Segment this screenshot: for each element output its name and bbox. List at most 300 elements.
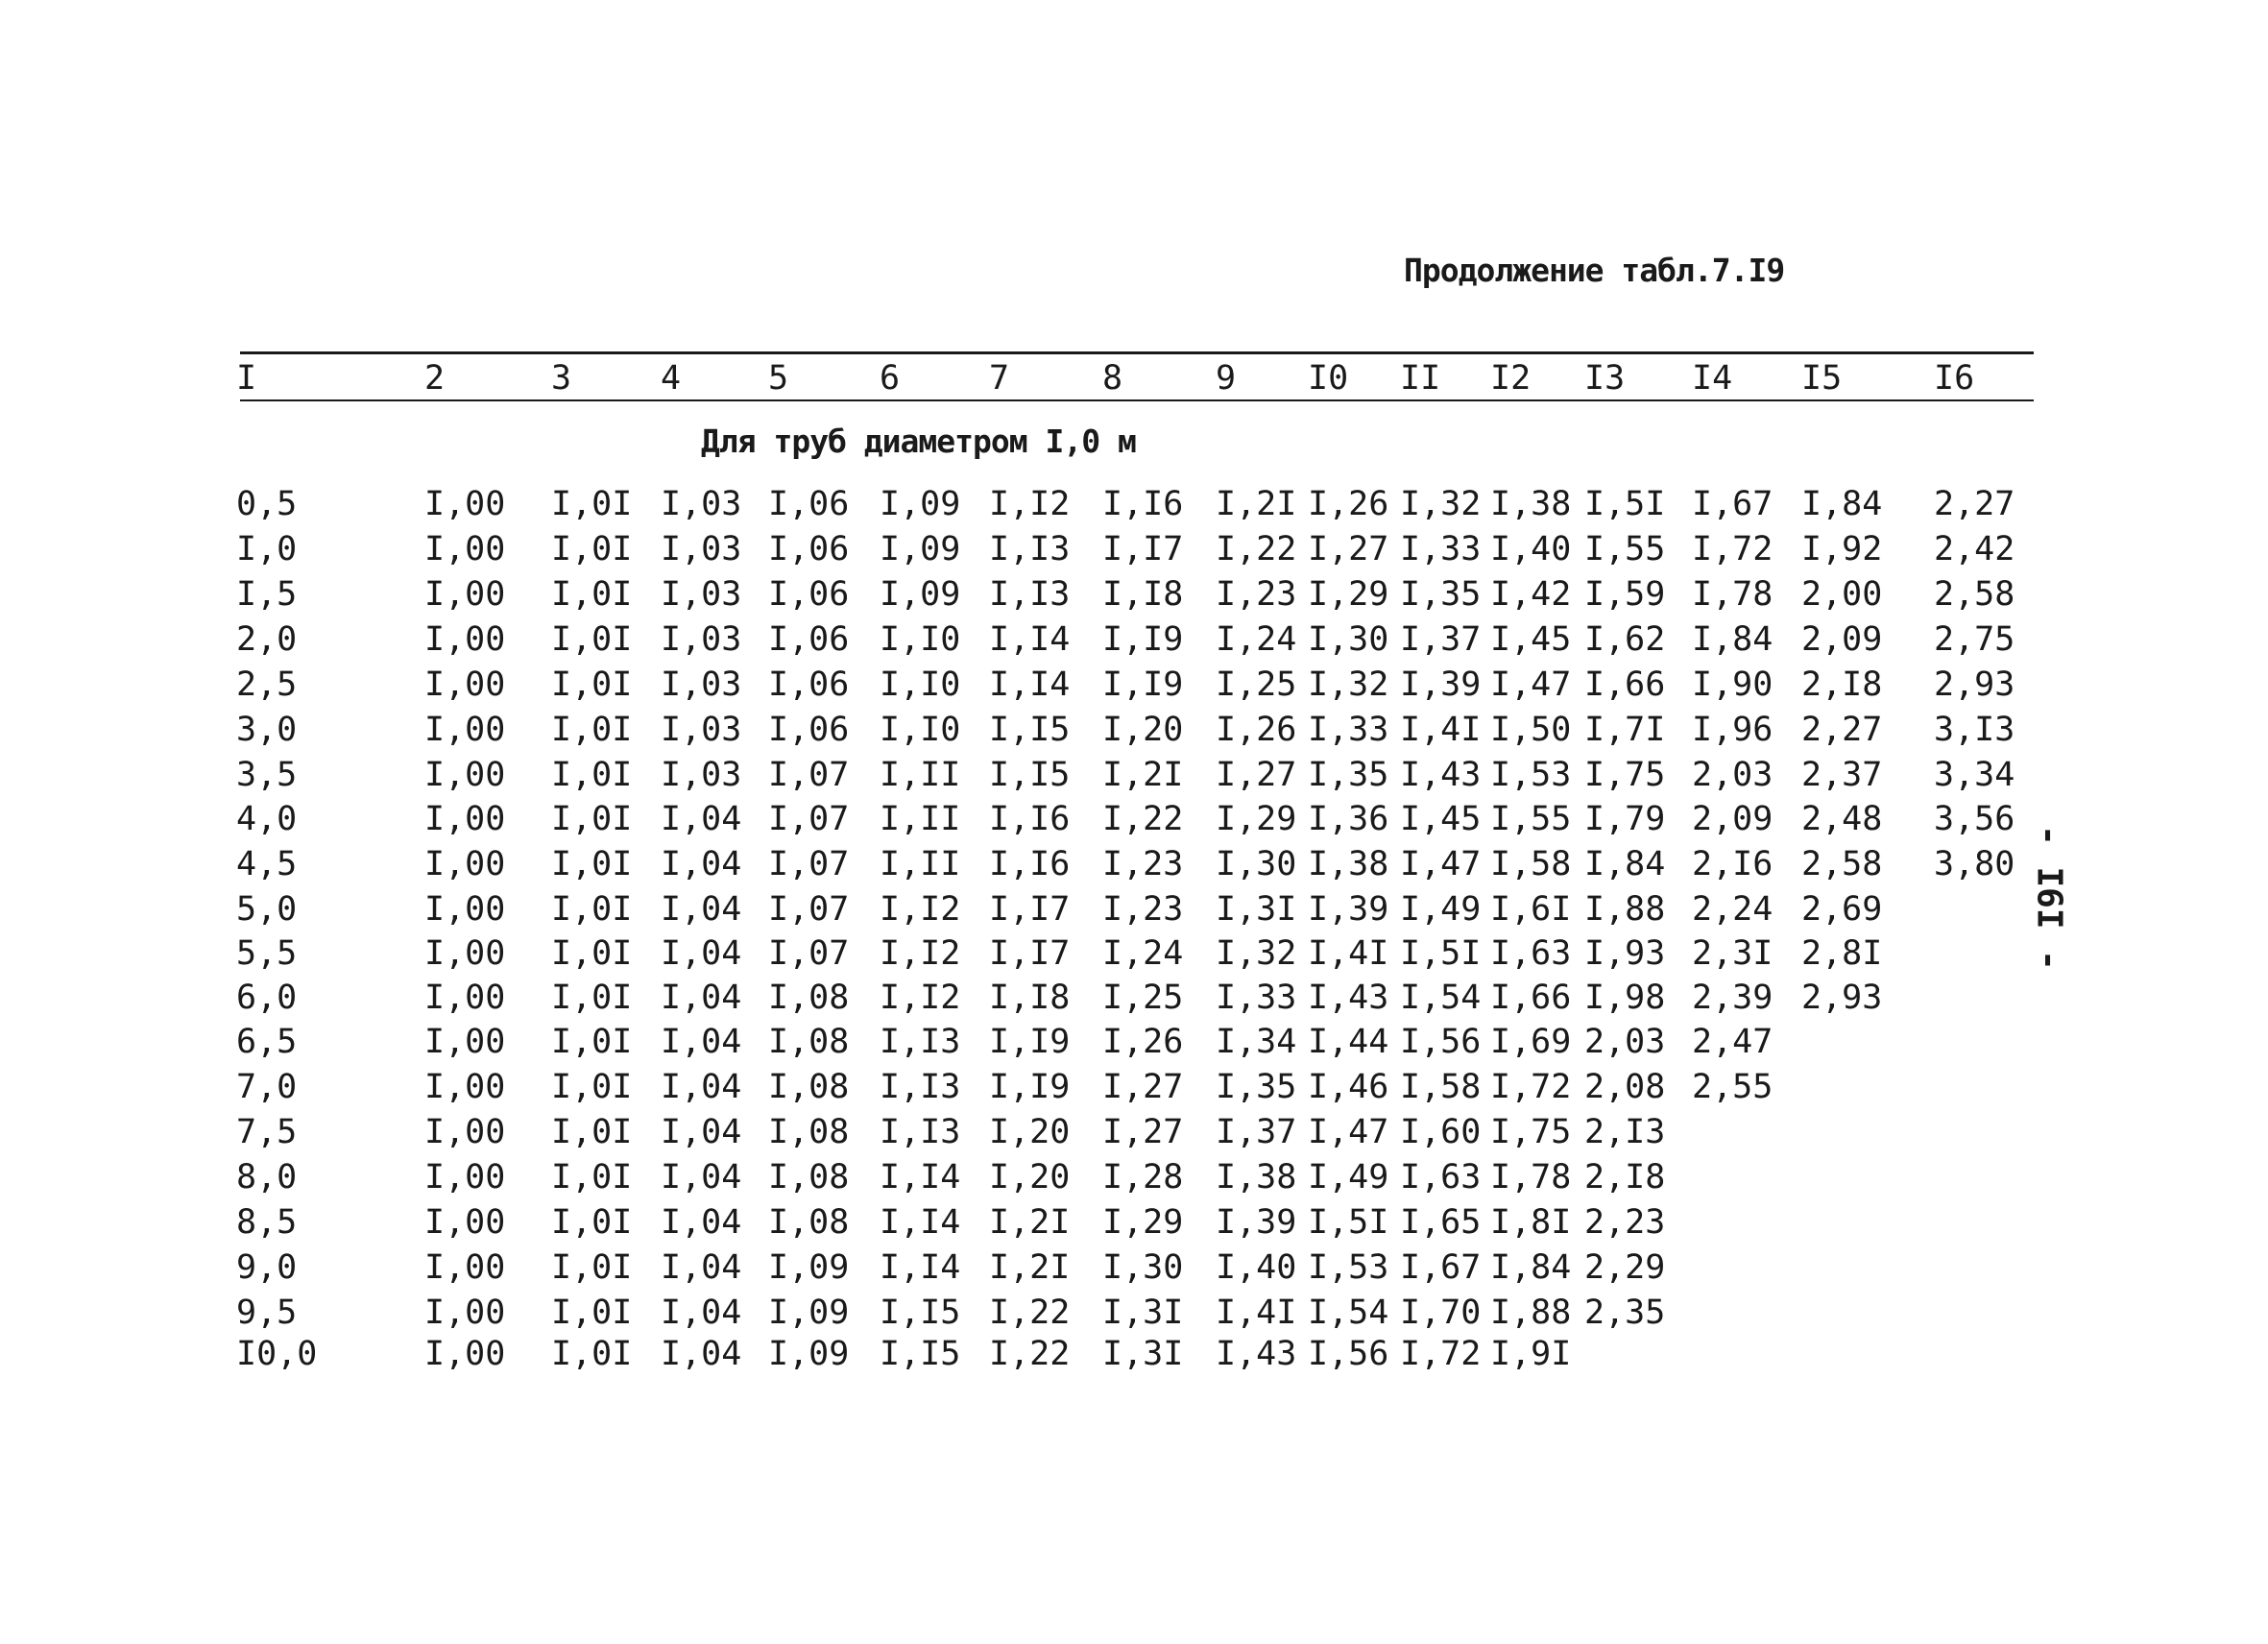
row-label: I0,0 (236, 1335, 318, 1373)
row-label: 2,0 (236, 620, 298, 659)
row-label: 5,5 (236, 934, 298, 973)
table-cell: I,59 (1584, 575, 1666, 614)
table-cell: I,50 (1490, 711, 1572, 749)
table-cell: I,03 (661, 530, 742, 568)
table-cell: I,0I (551, 934, 633, 973)
column-header: 3 (551, 359, 572, 398)
table-cell: I,72 (1490, 1068, 1572, 1106)
table-cell: 2,93 (1934, 665, 2015, 704)
column-header: II (1400, 359, 1441, 398)
row-label: 6,5 (236, 1023, 298, 1061)
table-cell: I,09 (880, 575, 961, 614)
table-cell: I,3I (1102, 1293, 1184, 1332)
table-cell: I,I3 (880, 1068, 961, 1106)
table-cell: 2,39 (1692, 979, 1773, 1017)
row-label: 4,5 (236, 845, 298, 883)
table-cell: 2,69 (1801, 890, 1883, 929)
table-cell: I,23 (1102, 890, 1184, 929)
table-cell: I,88 (1584, 890, 1666, 929)
table-cell: I,0I (551, 1335, 633, 1373)
table-cell: I,58 (1400, 1068, 1482, 1106)
table-cell: 2,03 (1584, 1023, 1666, 1061)
table-cell: I,0I (551, 1023, 633, 1061)
table-cell: I,I0 (880, 620, 961, 659)
table-cell: I,66 (1490, 979, 1572, 1017)
table-cell: I,0I (551, 711, 633, 749)
table-cell: I,I6 (989, 845, 1071, 883)
row-label: 8,5 (236, 1203, 298, 1242)
row-label: 0,5 (236, 485, 298, 523)
row-label: 3,0 (236, 711, 298, 749)
table-cell: 2,58 (1801, 845, 1883, 883)
table-cell: I,65 (1400, 1203, 1482, 1242)
column-header: I0 (1308, 359, 1349, 398)
table-cell: 3,80 (1934, 845, 2015, 883)
table-cell: I,29 (1102, 1203, 1184, 1242)
table-cell: 2,23 (1584, 1203, 1666, 1242)
table-cell: I,33 (1216, 979, 1297, 1017)
table-cell: I,II (880, 756, 961, 794)
table-cell: I,I2 (880, 890, 961, 929)
table-cell: I,44 (1308, 1023, 1389, 1061)
table-cell: I,06 (768, 485, 850, 523)
table-cell: I,0I (551, 979, 633, 1017)
table-cell: I,09 (768, 1248, 850, 1287)
table-cell: I,4I (1308, 934, 1389, 973)
table-cell: 3,56 (1934, 800, 2015, 838)
table-cell: I,42 (1490, 575, 1572, 614)
table-cell: I,22 (1216, 530, 1297, 568)
table-cell: I,84 (1584, 845, 1666, 883)
table-cell: I,I3 (989, 575, 1071, 614)
table-cell: I,90 (1692, 665, 1773, 704)
table-cell: 2,03 (1692, 756, 1773, 794)
table-cell: 2,47 (1692, 1023, 1773, 1061)
table-cell: I,00 (424, 979, 506, 1017)
table-cell: 2,24 (1692, 890, 1773, 929)
table-cell: I,04 (661, 979, 742, 1017)
table-cell: I,I6 (989, 800, 1071, 838)
column-header: I5 (1801, 359, 1843, 398)
column-header: I3 (1584, 359, 1626, 398)
table-cell: I,I2 (880, 934, 961, 973)
table-cell: I,00 (424, 800, 506, 838)
row-label: 9,5 (236, 1293, 298, 1332)
table-cell: I,43 (1400, 756, 1482, 794)
table-cell: 2,I3 (1584, 1113, 1666, 1151)
table-cell: I,I5 (880, 1293, 961, 1332)
table-cell: I,I3 (880, 1113, 961, 1151)
table-cell: I,07 (768, 800, 850, 838)
table-cell: I,63 (1400, 1158, 1482, 1197)
table-cell: 2,00 (1801, 575, 1883, 614)
table-cell: I,0I (551, 800, 633, 838)
table-cell: I,04 (661, 1335, 742, 1373)
table-cell: I,5I (1400, 934, 1482, 973)
table-cell: I,I2 (989, 485, 1071, 523)
table-cell: I,I4 (989, 620, 1071, 659)
table-cell: I,54 (1400, 979, 1482, 1017)
table-cell: I,04 (661, 1068, 742, 1106)
table-cell: I,78 (1692, 575, 1773, 614)
table-cell: I,04 (661, 1203, 742, 1242)
table-cell: I,I2 (880, 979, 961, 1017)
table-cell: I,08 (768, 1068, 850, 1106)
table-cell: I,25 (1216, 665, 1297, 704)
table-header-rule (240, 399, 2034, 401)
row-label: I,5 (236, 575, 298, 614)
table-cell: I,63 (1490, 934, 1572, 973)
table-cell: I,00 (424, 620, 506, 659)
table-cell: I,67 (1400, 1248, 1482, 1287)
table-cell: I,5I (1584, 485, 1666, 523)
table-cell: I,I3 (989, 530, 1071, 568)
table-cell: I,00 (424, 530, 506, 568)
table-cell: 2,27 (1801, 711, 1883, 749)
table-cell: I,0I (551, 890, 633, 929)
table-cell: I,03 (661, 711, 742, 749)
table-cell: I,8I (1490, 1203, 1572, 1242)
table-cell: I,55 (1490, 800, 1572, 838)
table-cell: I,36 (1308, 800, 1389, 838)
column-header: 7 (989, 359, 1010, 398)
table-cell: I,I7 (989, 934, 1071, 973)
table-cell: 2,75 (1934, 620, 2015, 659)
table-cell: I,03 (661, 485, 742, 523)
table-cell: I,49 (1308, 1158, 1389, 1197)
table-cell: I,92 (1801, 530, 1883, 568)
table-cell: I,56 (1308, 1335, 1389, 1373)
table-cell: I,I0 (880, 711, 961, 749)
table-cell: 2,27 (1934, 485, 2015, 523)
table-cell: I,45 (1400, 800, 1482, 838)
table-cell: I,09 (880, 485, 961, 523)
table-cell: I,40 (1216, 1248, 1297, 1287)
table-cell: I,00 (424, 1293, 506, 1332)
table-cell: I,2I (989, 1203, 1071, 1242)
table-cell: I,35 (1400, 575, 1482, 614)
row-label: 3,5 (236, 756, 298, 794)
table-cell: I,32 (1400, 485, 1482, 523)
table-cell: I,03 (661, 756, 742, 794)
table-cell: I,22 (989, 1335, 1071, 1373)
table-top-rule (240, 351, 2034, 354)
table-cell: I,09 (768, 1335, 850, 1373)
table-cell: 2,I8 (1801, 665, 1883, 704)
table-cell: I,88 (1490, 1293, 1572, 1332)
table-cell: I,I5 (880, 1335, 961, 1373)
table-cell: I,00 (424, 1068, 506, 1106)
table-cell: I,08 (768, 1158, 850, 1197)
table-cell: I,00 (424, 485, 506, 523)
table-cell: 2,I6 (1692, 845, 1773, 883)
table-cell: I,07 (768, 890, 850, 929)
table-cell: I,60 (1400, 1113, 1482, 1151)
table-cell: I,47 (1490, 665, 1572, 704)
table-cell: I,20 (1102, 711, 1184, 749)
table-cell: I,84 (1490, 1248, 1572, 1287)
table-cell: I,I8 (1102, 575, 1184, 614)
table-subheading: Для труб диаметром I,0 м (701, 423, 1136, 460)
table-cell: I,00 (424, 575, 506, 614)
table-cell: I,27 (1308, 530, 1389, 568)
table-cell: I,30 (1216, 845, 1297, 883)
table-cell: I,I9 (989, 1023, 1071, 1061)
table-cell: I,4I (1400, 711, 1482, 749)
table-cell: I,06 (768, 575, 850, 614)
table-cell: 2,09 (1801, 620, 1883, 659)
page-number (2020, 826, 2078, 970)
table-cell: I,70 (1400, 1293, 1482, 1332)
table-cell: I,72 (1692, 530, 1773, 568)
table-cell: I,47 (1400, 845, 1482, 883)
table-cell: I,00 (424, 1023, 506, 1061)
row-label: 9,0 (236, 1248, 298, 1287)
table-cell: I,07 (768, 845, 850, 883)
column-header: I2 (1490, 359, 1532, 398)
table-cell: 2,I8 (1584, 1158, 1666, 1197)
table-cell: I,00 (424, 1203, 506, 1242)
table-cell: I,0I (551, 575, 633, 614)
table-cell: I,3I (1102, 1335, 1184, 1373)
table-cell: I,46 (1308, 1068, 1389, 1106)
table-cell: I,43 (1308, 979, 1389, 1017)
table-cell: I,69 (1490, 1023, 1572, 1061)
table-cell: I,2I (989, 1248, 1071, 1287)
table-cell: I,45 (1490, 620, 1572, 659)
table-cell: I,06 (768, 530, 850, 568)
table-cell: I,39 (1216, 1203, 1297, 1242)
table-cell: I,53 (1308, 1248, 1389, 1287)
table-cell: I,I6 (1102, 485, 1184, 523)
table-cell: 2,08 (1584, 1068, 1666, 1106)
table-cell: I,24 (1102, 934, 1184, 973)
table-cell: I,25 (1102, 979, 1184, 1017)
table-cell: I,32 (1216, 934, 1297, 973)
table-cell: I,07 (768, 756, 850, 794)
table-cell: I,40 (1490, 530, 1572, 568)
row-label: 8,0 (236, 1158, 298, 1197)
table-cell: 2,09 (1692, 800, 1773, 838)
table-cell: I,84 (1692, 620, 1773, 659)
table-cell: I,5I (1308, 1203, 1389, 1242)
table-cell: I,0I (551, 485, 633, 523)
table-cell: I,04 (661, 1113, 742, 1151)
table-cell: I,06 (768, 665, 850, 704)
table-cell: 2,29 (1584, 1248, 1666, 1287)
table-cell: I,66 (1584, 665, 1666, 704)
table-cell: I,I4 (880, 1158, 961, 1197)
table-cell: I,29 (1308, 575, 1389, 614)
table-cell: I,0I (551, 530, 633, 568)
table-cell: I,35 (1308, 756, 1389, 794)
table-cell: I,0I (551, 845, 633, 883)
table-cell: I,37 (1216, 1113, 1297, 1151)
table-cell: I,03 (661, 620, 742, 659)
table-cell: I,93 (1584, 934, 1666, 973)
table-cell: I,55 (1584, 530, 1666, 568)
column-header: I (236, 359, 257, 398)
table-cell: I,30 (1102, 1248, 1184, 1287)
table-cell: I,96 (1692, 711, 1773, 749)
table-cell: I,23 (1216, 575, 1297, 614)
table-cell: I,00 (424, 1248, 506, 1287)
table-cell: I,75 (1584, 756, 1666, 794)
table-cell: 2,55 (1692, 1068, 1773, 1106)
table-cell: 3,34 (1934, 756, 2015, 794)
table-cell: I,0I (551, 1248, 633, 1287)
table-cell: I,04 (661, 845, 742, 883)
table-cell: I,30 (1308, 620, 1389, 659)
table-cell: I,22 (989, 1293, 1071, 1332)
table-cell: I,53 (1490, 756, 1572, 794)
column-header: 2 (424, 359, 446, 398)
table-cell: I,03 (661, 575, 742, 614)
table-cell: I,56 (1400, 1023, 1482, 1061)
table-cell: I,0I (551, 665, 633, 704)
table-cell: I,II (880, 845, 961, 883)
table-cell: I,27 (1102, 1113, 1184, 1151)
table-cell: I,08 (768, 1023, 850, 1061)
table-cell: I,54 (1308, 1293, 1389, 1332)
table-cell: I,26 (1102, 1023, 1184, 1061)
table-cell: I,22 (1102, 800, 1184, 838)
table-cell: I,00 (424, 934, 506, 973)
table-cell: I,0I (551, 756, 633, 794)
table-cell: I,98 (1584, 979, 1666, 1017)
table-cell: I,I3 (880, 1023, 961, 1061)
table-cell: I,07 (768, 934, 850, 973)
table-cell: I,35 (1216, 1068, 1297, 1106)
table-cell: I,29 (1216, 800, 1297, 838)
table-cell: I,00 (424, 890, 506, 929)
table-cell: I,27 (1102, 1068, 1184, 1106)
table-cell: I,09 (880, 530, 961, 568)
table-cell: I,I7 (989, 890, 1071, 929)
table-cell: I,33 (1308, 711, 1389, 749)
table-cell: I,00 (424, 665, 506, 704)
table-cell: I,34 (1216, 1023, 1297, 1061)
table-cell: I,09 (768, 1293, 850, 1332)
row-label: 4,0 (236, 800, 298, 838)
table-cell: I,38 (1216, 1158, 1297, 1197)
table-cell: I,62 (1584, 620, 1666, 659)
table-cell: I,20 (989, 1113, 1071, 1151)
table-title: Продолжение табл.7.I9 (1404, 252, 1785, 289)
row-label: 7,5 (236, 1113, 298, 1151)
row-label: 2,5 (236, 665, 298, 704)
table-cell: I,37 (1400, 620, 1482, 659)
table-cell: I,I5 (989, 711, 1071, 749)
table-cell: I,38 (1308, 845, 1389, 883)
column-header: 8 (1102, 359, 1123, 398)
table-cell: I,00 (424, 845, 506, 883)
table-cell: 2,48 (1801, 800, 1883, 838)
table-cell: I,I4 (880, 1248, 961, 1287)
table-cell: I,06 (768, 620, 850, 659)
table-cell: I,39 (1400, 665, 1482, 704)
table-cell: I,08 (768, 1203, 850, 1242)
table-cell: I,47 (1308, 1113, 1389, 1151)
table-cell: 2,3I (1692, 934, 1773, 973)
table-cell: I,72 (1400, 1335, 1482, 1373)
table-cell: I,58 (1490, 845, 1572, 883)
table-cell: I,04 (661, 1293, 742, 1332)
table-cell: I,3I (1216, 890, 1297, 929)
table-cell: I,6I (1490, 890, 1572, 929)
table-cell: I,27 (1216, 756, 1297, 794)
table-cell: I,2I (1216, 485, 1297, 523)
table-cell: 2,35 (1584, 1293, 1666, 1332)
table-cell: I,00 (424, 1158, 506, 1197)
table-cell: 2,37 (1801, 756, 1883, 794)
table-cell: I,38 (1490, 485, 1572, 523)
page-number-text: - I6I - (2029, 825, 2069, 971)
table-cell: I,0I (551, 1158, 633, 1197)
table-cell: I,04 (661, 1248, 742, 1287)
table-cell: I,I5 (989, 756, 1071, 794)
table-cell: I,84 (1801, 485, 1883, 523)
table-cell: I,4I (1216, 1293, 1297, 1332)
table-cell: I,49 (1400, 890, 1482, 929)
column-header: 6 (880, 359, 901, 398)
row-label: 7,0 (236, 1068, 298, 1106)
table-cell: I,0I (551, 1293, 633, 1332)
table-cell: I,24 (1216, 620, 1297, 659)
table-cell: I,0I (551, 1203, 633, 1242)
table-cell: I,I9 (989, 1068, 1071, 1106)
row-label: 5,0 (236, 890, 298, 929)
table-cell: 3,I3 (1934, 711, 2015, 749)
table-cell: I,04 (661, 800, 742, 838)
table-cell: I,26 (1308, 485, 1389, 523)
table-cell: I,9I (1490, 1335, 1572, 1373)
table-cell: I,00 (424, 756, 506, 794)
table-cell: I,33 (1400, 530, 1482, 568)
table-cell: I,67 (1692, 485, 1773, 523)
table-cell: I,I9 (1102, 665, 1184, 704)
table-cell: I,79 (1584, 800, 1666, 838)
table-cell: I,0I (551, 620, 633, 659)
table-cell: 2,58 (1934, 575, 2015, 614)
table-cell: I,II (880, 800, 961, 838)
table-cell: I,03 (661, 665, 742, 704)
table-cell: I,0I (551, 1113, 633, 1151)
column-header: 5 (768, 359, 789, 398)
table-cell: I,7I (1584, 711, 1666, 749)
table-cell: I,I7 (1102, 530, 1184, 568)
table-cell: I,I8 (989, 979, 1071, 1017)
table-cell: I,I9 (1102, 620, 1184, 659)
column-header: 9 (1216, 359, 1237, 398)
table-cell: I,20 (989, 1158, 1071, 1197)
table-cell: I,04 (661, 1023, 742, 1061)
table-cell: I,26 (1216, 711, 1297, 749)
table-cell: I,43 (1216, 1335, 1297, 1373)
table-cell: I,08 (768, 1113, 850, 1151)
row-label: 6,0 (236, 979, 298, 1017)
table-cell: I,04 (661, 890, 742, 929)
table-cell: I,04 (661, 934, 742, 973)
table-cell: I,75 (1490, 1113, 1572, 1151)
table-cell: I,39 (1308, 890, 1389, 929)
table-cell: I,28 (1102, 1158, 1184, 1197)
table-cell: I,00 (424, 1335, 506, 1373)
table-cell: I,78 (1490, 1158, 1572, 1197)
column-header: I4 (1692, 359, 1733, 398)
table-cell: I,I0 (880, 665, 961, 704)
table-cell: I,32 (1308, 665, 1389, 704)
